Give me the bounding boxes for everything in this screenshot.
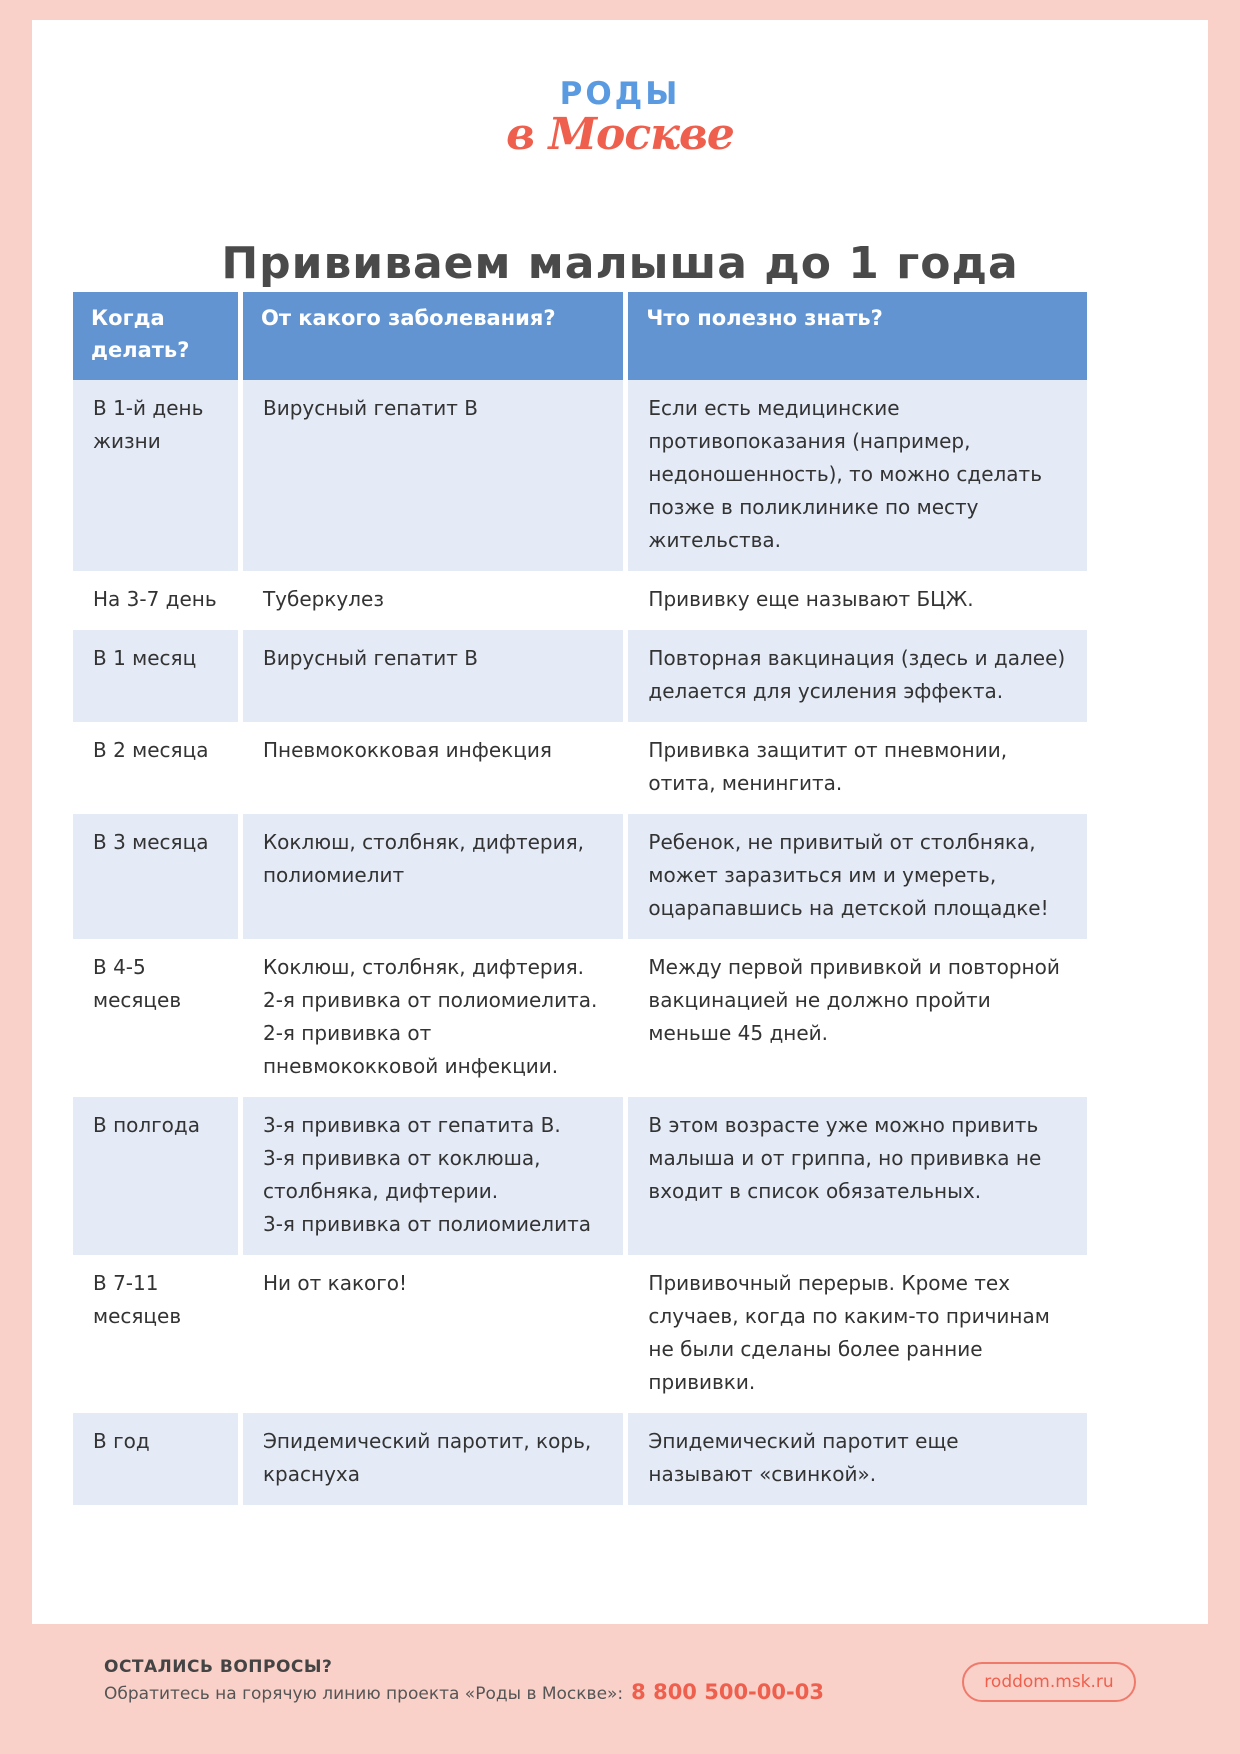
logo-line1: РОДЫ — [559, 76, 681, 112]
cell-when: В 1 месяц — [73, 630, 238, 722]
cell-when: В 7-11 месяцев — [73, 1255, 238, 1413]
cell-disease: Пневмококковая инфекция — [243, 722, 623, 814]
website-link[interactable]: roddom.msk.ru — [962, 1662, 1136, 1702]
cell-info: Ребенок, не привитый от столбняка, может заразиться им и умереть, оцарапавшись на детской площадке! — [628, 814, 1087, 939]
cell-when: В 1-й день жизни — [73, 380, 238, 571]
cell-disease: Вирусный гепатит В — [243, 380, 623, 571]
cell-disease: Ни от какого! — [243, 1255, 623, 1413]
cell-info: Прививочный перерыв. Кроме тех случаев, когда по каким-то причинам не были сделаны более ранние прививки. — [628, 1255, 1087, 1413]
hotline-phone[interactable]: 8 800 500-00-03 — [631, 1680, 824, 1704]
cell-disease: Эпидемический паротит, корь, краснуха — [243, 1413, 623, 1505]
header-info: Что полезно знать? — [628, 292, 1087, 380]
cell-info: В этом возрасте уже можно привить малыша и от гриппа, но прививка не входит в список обязательных. — [628, 1097, 1087, 1255]
cell-when: На 3-7 день — [73, 571, 238, 630]
cell-disease: Коклюш, столбняк, дифтерия, полиомиелит — [243, 814, 623, 939]
page-title: Прививаем малыша до 1 года — [221, 238, 1019, 289]
cell-info: Между первой прививкой и повторной вакцинацией не должно пройти меньше 45 дней. — [628, 939, 1087, 1097]
table-row — [73, 1097, 1087, 1255]
cell-disease: Туберкулез — [243, 571, 623, 630]
cell-info: Повторная вакцинация (здесь и далее) делается для усиления эффекта. — [628, 630, 1087, 722]
header-disease: От какого заболевания? — [243, 292, 623, 380]
cell-info: Если есть медицинские противопоказания (например, недоношенность), то можно сделать позже в поликлинике по месту жительства. — [628, 380, 1087, 571]
table-row — [73, 571, 1087, 630]
vaccination-table — [68, 292, 1092, 1505]
cell-when: В 4-5 месяцев — [73, 939, 238, 1097]
logo — [32, 76, 1208, 160]
table-row — [73, 380, 1087, 571]
cell-info: Прививку еще называют БЦЖ. — [628, 571, 1087, 630]
header-when: Когда делать? — [73, 292, 238, 380]
hotline-text: Обратитесь на горячую линию проекта «Роды в Москве»: — [104, 1684, 624, 1704]
cell-when: В 3 месяца — [73, 814, 238, 939]
footer-hotline — [104, 1680, 824, 1704]
cell-disease: 3-я прививка от гепатита В. 3-я прививка от коклюша, столбняка, дифтерии. 3-я прививка от полиомиелита — [243, 1097, 623, 1255]
cell-when: В год — [73, 1413, 238, 1505]
cell-disease: Коклюш, столбняк, дифтерия. 2-я прививка от полиомиелита. 2-я прививка от пневмококковой инфекции. — [243, 939, 623, 1097]
table-row — [73, 814, 1087, 939]
footer-question: ОСТАЛИСЬ ВОПРОСЫ? — [104, 1657, 333, 1677]
cell-when: В полгода — [73, 1097, 238, 1255]
table-row — [73, 1413, 1087, 1505]
cell-info: Эпидемический паротит еще называют «свинкой». — [628, 1413, 1087, 1505]
table-row — [73, 939, 1087, 1097]
table-row — [73, 630, 1087, 722]
table-row — [73, 1255, 1087, 1413]
logo-line2: в Москве — [506, 109, 734, 160]
table-row — [73, 722, 1087, 814]
table-header-row — [73, 292, 1087, 380]
cell-info: Прививка защитит от пневмонии, отита, менингита. — [628, 722, 1087, 814]
cell-disease: Вирусный гепатит В — [243, 630, 623, 722]
cell-when: В 2 месяца — [73, 722, 238, 814]
